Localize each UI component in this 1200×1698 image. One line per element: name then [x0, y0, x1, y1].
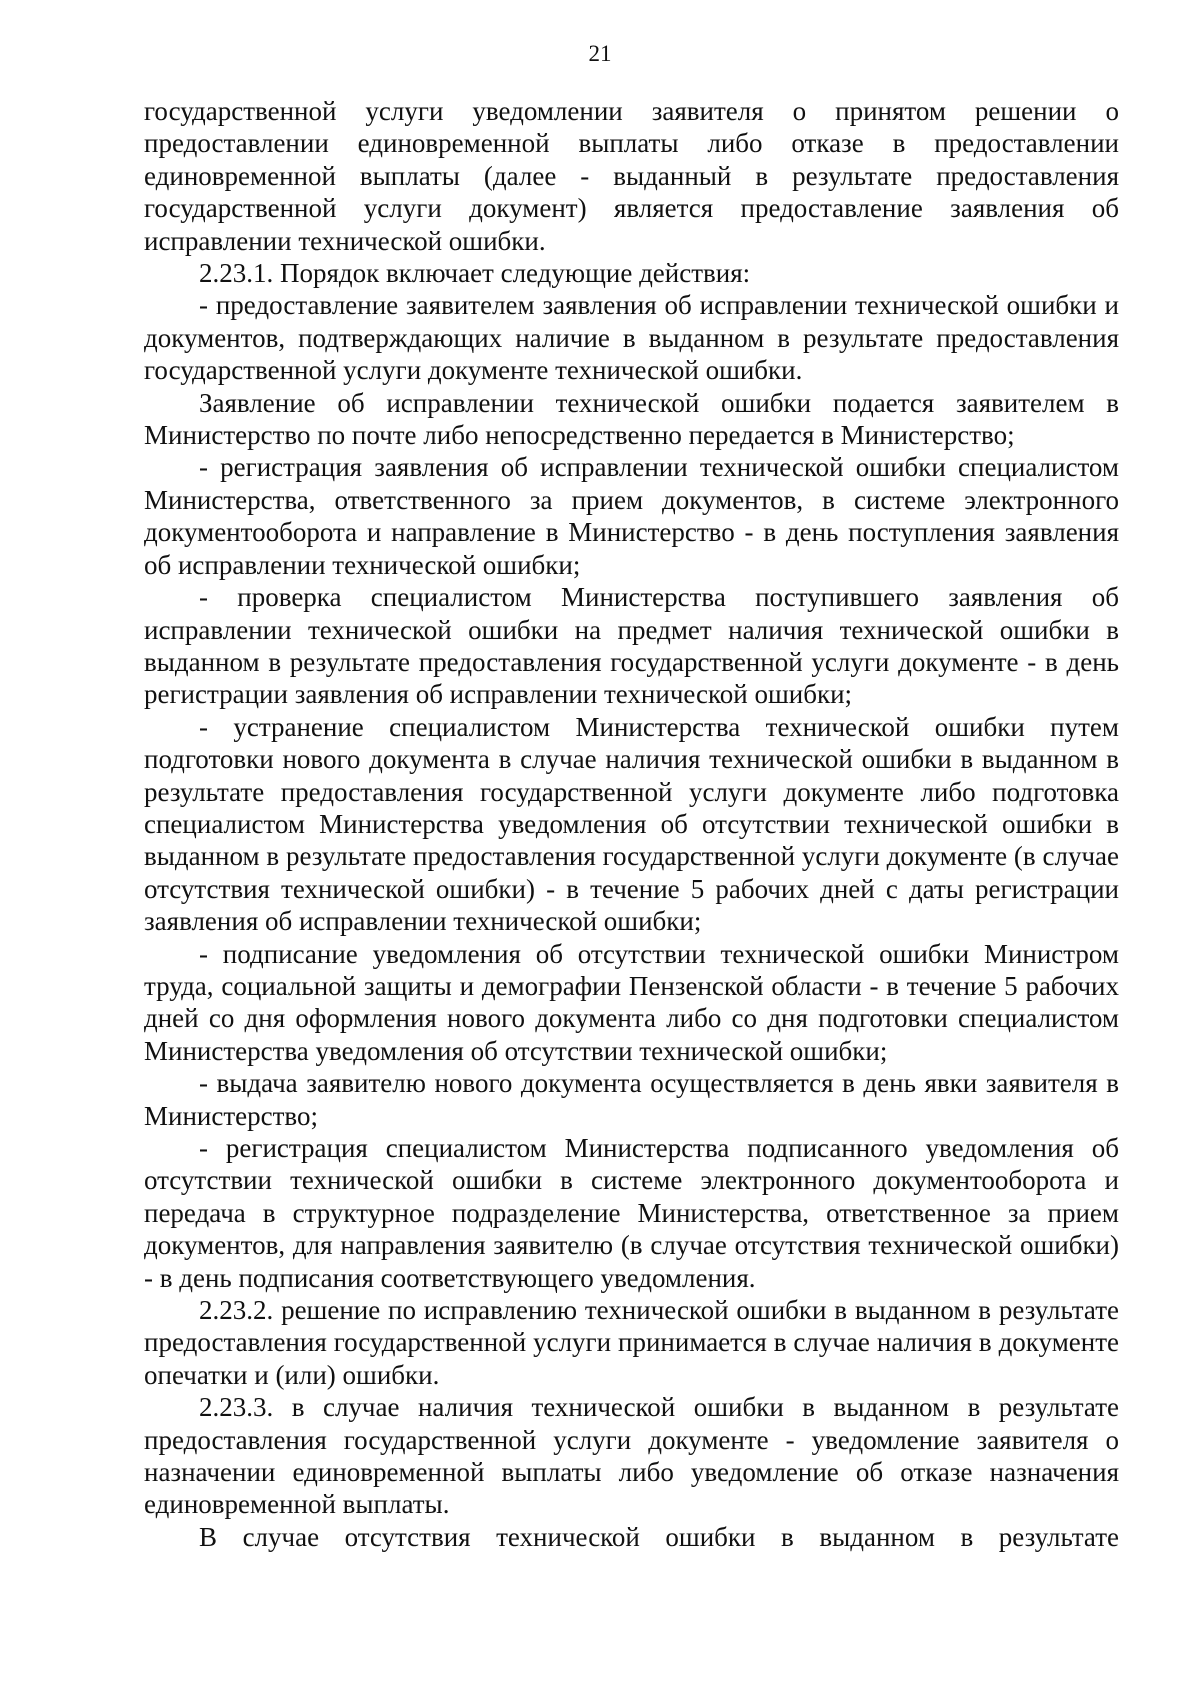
paragraph: - выдача заявителю нового документа осуществляется в день явки заявителя в Министерство;	[144, 1068, 1119, 1131]
paragraph: - регистрация специалистом Министерства подписанного уведомления об отсутствии технической ошибки в системе электронного документооборота и передача в структурное подразделение Министерства, ответственное за прием документов, для направления заявителю (в случае отсутствия технической ошибки) - в день подписания соответствующего уведомления.	[144, 1133, 1119, 1293]
paragraph: государственной услуги уведомлении заявителя о принятом решении о предоставлении единовременной выплаты либо отказе в предоставлении единовременной выплаты (далее - выданный в результате предоставления государственной услуги документ) является предоставление заявления об исправлении технической ошибки.	[144, 96, 1119, 256]
paragraph: 2.23.1. Порядок включает следующие действия:	[199, 258, 751, 289]
paragraph: - предоставление заявителем заявления об исправлении технической ошибки и документов, подтверждающих наличие в выданном в результате предоставления государственной услуги документе технической ошибки.	[144, 290, 1119, 386]
paragraph: 2.23.2. решение по исправлению технической ошибки в выданном в результате предоставления государственной услуги принимается в случае наличия в документе опечатки и (или) ошибки.	[144, 1295, 1119, 1390]
paragraph: - устранение специалистом Министерства технической ошибки путем подготовки нового документа в случае наличия технической ошибки в выданном в результате предоставления государственной услуги документе либо подготовка специалистом Министерства уведомления об отсутствии технической ошибки в выданном в результате предоставления государственной услуги документе (в случае отсутствия технической ошибки) - в течение 5 рабочих дней с даты регистрации заявления об исправлении технической ошибки;	[144, 711, 1119, 937]
paragraph: - подписание уведомления об отсутствии технической ошибки Министром труда, социальной защиты и демографии Пензенской области - в течение 5 рабочих дней со дня оформления нового документа либо со дня подготовки специалистом Министерства уведомления об отсутствии технической ошибки;	[144, 938, 1119, 1066]
body-text	[144, 95, 1119, 1553]
paragraph: - проверка специалистом Министерства поступившего заявления об исправлении технической ошибки на предмет наличия технической ошибки в выданном в результате предоставления государственной услуги документе - в день регистрации заявления об исправлении технической ошибки;	[144, 582, 1119, 710]
page-number: 21	[588, 41, 612, 66]
paragraph: Заявление об исправлении технической ошибки подается заявителем в Министерство по почте либо непосредственно передается в Министерство;	[144, 387, 1119, 451]
paragraph: В случае отсутствия технической ошибки в выданном в результате	[199, 1521, 1119, 1552]
paragraph: 2.23.3. в случае наличия технической ошибки в выданном в результате предоставления государственной услуги документе - уведомление заявителя о назначении единовременной выплаты либо уведомление об отказе назначения единовременной выплаты.	[144, 1392, 1119, 1520]
paragraph: - регистрация заявления об исправлении технической ошибки специалистом Министерства, ответственного за прием документов, в системе электронного документооборота и направление в Министерство - в день поступления заявления об исправлении технической ошибки;	[144, 452, 1119, 580]
